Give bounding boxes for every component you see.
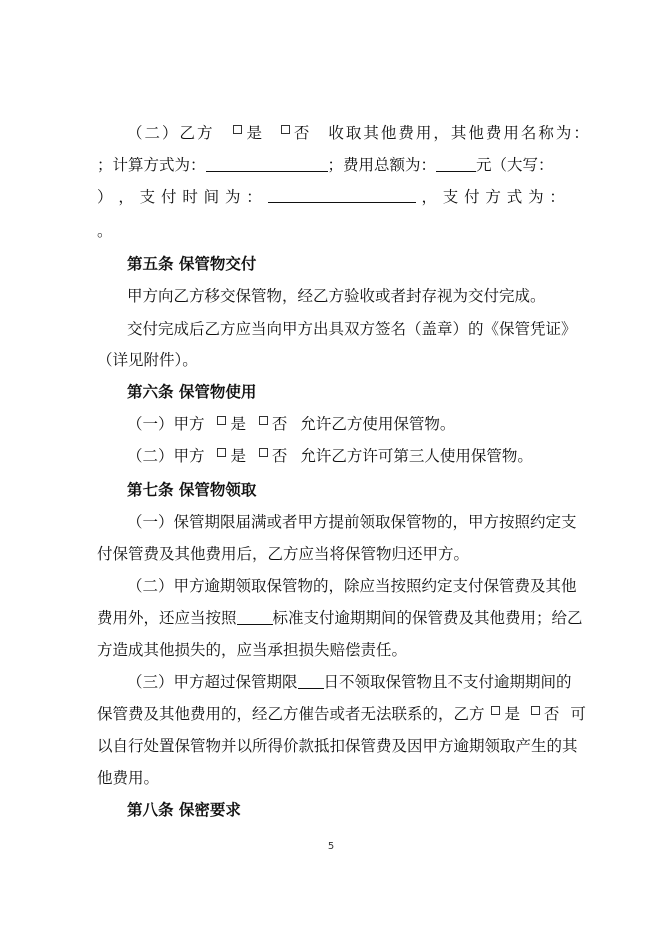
checkbox-icon[interactable]: [233, 125, 242, 134]
checkbox-icon[interactable]: [259, 416, 268, 425]
checkbox-icon[interactable]: [217, 416, 226, 425]
blank-total-amount[interactable]: [436, 156, 476, 172]
art4-item2-line4: 。: [97, 222, 113, 240]
option-no-label: 否: [293, 124, 312, 142]
option-no-label: 否: [543, 705, 560, 723]
blank-payment-time[interactable]: [268, 187, 416, 203]
art4-item2-line3: ） ， 支 付 时 间 为 ： ， 支 付 方 式 为 ：: [97, 188, 565, 206]
art4-item2-line1: [127, 123, 591, 143]
option-yes-label: 是: [246, 124, 264, 142]
blank-days[interactable]: [298, 673, 324, 689]
article6-item1: [127, 414, 565, 434]
article7-item3-line2: [97, 704, 586, 724]
option-yes-label: 是: [230, 447, 246, 465]
article7-item3-line1: [127, 672, 572, 692]
article5-heading: 第五条 保管物交付: [127, 255, 257, 273]
text: 允许乙方许可第三人使用保管物。: [300, 447, 533, 465]
article7-item3-line4: 他费用。: [97, 769, 160, 787]
checkbox-icon[interactable]: [259, 448, 268, 457]
article7-item3-line3: 以自行处置保管物并以所得价款抵扣保管费及因甲方逾期领取产生的其: [97, 737, 578, 755]
option-no-label: 否: [271, 447, 288, 465]
text: 日不领取保管物且不支付逾期期间的: [323, 673, 572, 691]
article7-item1-line1: （一）保管期限届满或者甲方提前领取保管物的，甲方按照约定支: [127, 513, 577, 531]
checkbox-icon[interactable]: [531, 706, 540, 715]
article7-item2-line1: （二）甲方逾期领取保管物的，除应当按照约定支付保管费及其他: [127, 577, 577, 595]
option-yes-label: 是: [504, 705, 520, 723]
text: （三）甲方超过保管期限: [127, 673, 298, 691]
text: 保管费及其他费用的，经乙方催告或者无法联系的，乙方: [97, 705, 485, 723]
checkbox-icon[interactable]: [281, 125, 290, 134]
article5-para2-line2: （详见附件）。: [97, 351, 198, 369]
text: 允许乙方使用保管物。: [300, 415, 456, 433]
art4-item2-line2: [97, 155, 565, 175]
option-yes-label: 是: [230, 415, 246, 433]
article7-item2-line3: 方造成其他损失的，应当承担损失赔偿责任。: [97, 641, 408, 659]
blank-overdue-standard[interactable]: [237, 609, 273, 625]
checkbox-icon[interactable]: [217, 448, 226, 457]
article5-para2-line1: 交付完成后乙方应当向甲方出具双方签名（盖章）的《保管凭证》: [127, 320, 577, 338]
text: 标准支付逾期期间的保管费及其他费用；给乙: [272, 609, 583, 627]
checkbox-icon[interactable]: [491, 706, 500, 715]
article6-heading: 第六条 保管物使用: [127, 383, 257, 401]
text: 元（大写：: [476, 156, 554, 174]
text: 费用外，还应当按照: [97, 609, 237, 627]
article5-para1: 甲方向乙方移交保管物，经乙方验收或者封存视为交付完成。: [127, 287, 546, 305]
text: （二）乙方: [127, 124, 215, 142]
article8-heading: 第八条 保密要求: [127, 801, 241, 819]
text: 收取其他费用，其他费用名称为：: [328, 124, 591, 142]
article7-item1-line2: 付保管费及其他费用后，乙方应当将保管物归还甲方。: [97, 545, 470, 563]
blank-calc-method[interactable]: [206, 156, 328, 172]
article7-item2-line2: [97, 608, 583, 628]
text: ；计算方式为：: [97, 156, 206, 174]
option-no-label: 否: [271, 415, 288, 433]
article7-heading: 第七条 保管物领取: [127, 481, 257, 499]
text: （一）甲方: [127, 415, 205, 433]
text: ；费用总额为：: [327, 156, 437, 174]
text: 可: [570, 705, 586, 723]
page-number: 5: [327, 841, 335, 852]
article6-item2: [127, 446, 565, 466]
text: （二）甲方: [127, 447, 205, 465]
